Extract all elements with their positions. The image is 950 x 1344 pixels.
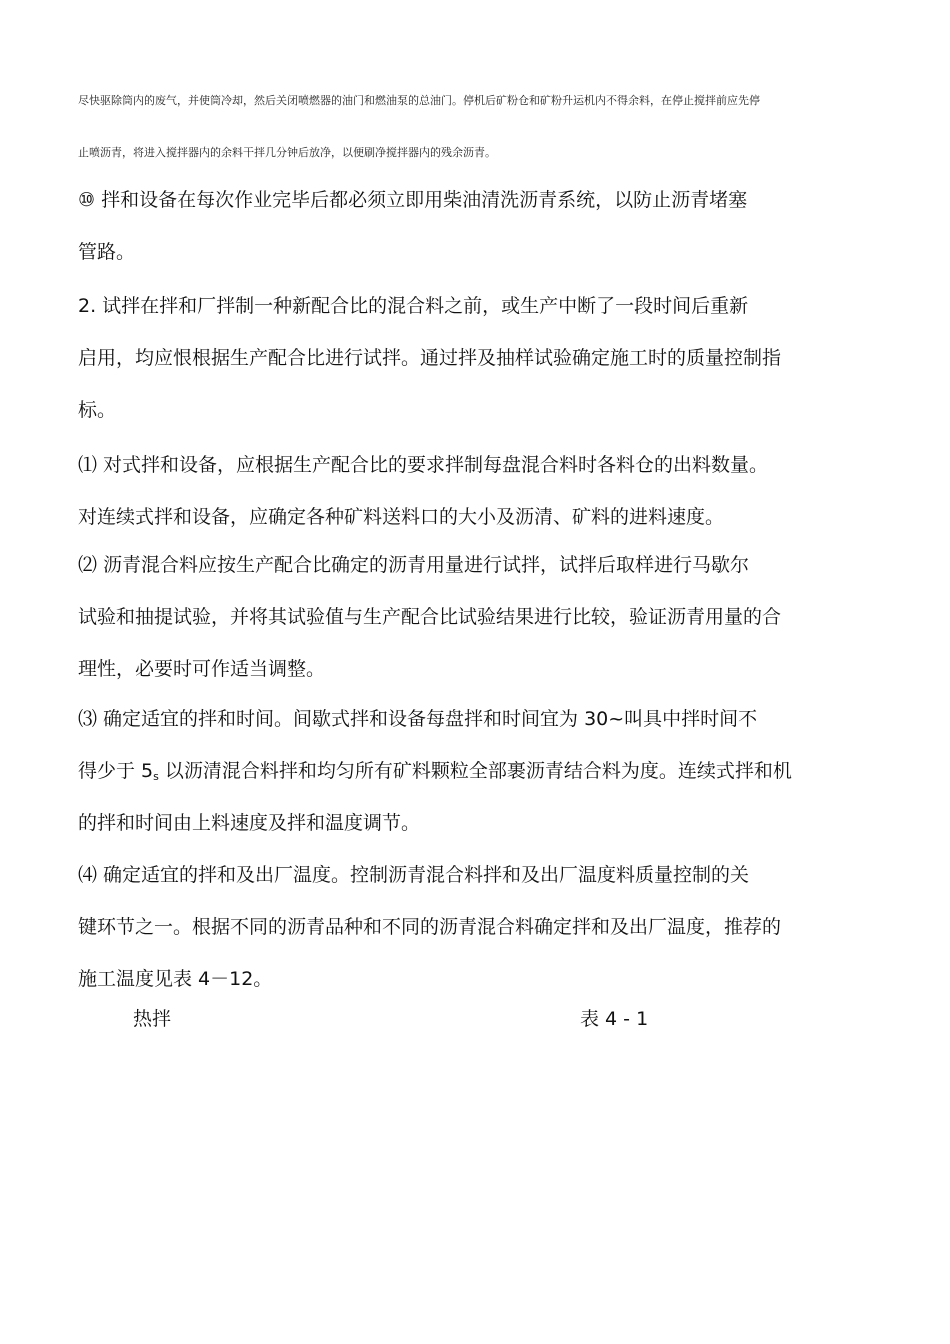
paragraph-line: ⑴ 对式拌和设备，应根据生产配合比的要求拌制每盘混合料时各料仓的出料数量。 (78, 454, 769, 476)
line-text: 得少于 5 (78, 760, 154, 782)
paragraph-line: 2. 试拌在拌和厂拌制一种新配合比的混合料之前，或生产中断了一段时间后重新 (78, 295, 749, 317)
paragraph-line: ⑶ 确定适宜的拌和时间。间歇式拌和设备每盘拌和时间宜为 30~叫具中拌时间不 (78, 708, 758, 730)
paragraph-line: ⑵ 沥青混合料应按生产配合比确定的沥青用量进行试拌，试拌后取样进行马歇尔 (78, 554, 750, 576)
paragraph-line (78, 745, 878, 797)
section-2-paragraph (78, 280, 878, 436)
paragraph-line: 键环节之一。根据不同的沥青品种和不同的沥青混合料确定拌和及出厂温度，推荐的 (78, 916, 782, 938)
paragraph-line: 试验和抽提试验，并将其试验值与生产配合比试验结果进行比较，验证沥青用量的合 (78, 606, 782, 628)
item-3-paragraph (78, 693, 878, 849)
paragraph-line: ⑷ 确定适宜的拌和及出厂温度。控制沥青混合料拌和及出厂温度料质量控制的关 (78, 864, 750, 886)
table-caption-number: 表 4 - 1 (580, 1008, 649, 1030)
item-10-paragraph (78, 174, 878, 278)
intro-line: 尽快驱除筒内的废气，并使筒冷却，然后关闭喷燃器的油门和燃油泵的总油门。停机后矿粉仓和矿粉升运机内不得余料，在停止搅拌前应先停 (78, 94, 760, 107)
item-4-paragraph (78, 849, 878, 1005)
paragraph-line: 管路。 (78, 241, 136, 263)
paragraph-line: 理性，必要时可作适当调整。 (78, 658, 326, 680)
item-1-paragraph (78, 439, 878, 543)
paragraph-line: 启用，均应恨根据生产配合比进行试拌。通过拌及抽样试验确定施工时的质量控制指 (78, 347, 782, 369)
item-2-paragraph (78, 539, 878, 695)
paragraph-line: 的拌和时间由上料速度及拌和温度调节。 (78, 812, 421, 834)
paragraph-line: 施工温度见表 4－12。 (78, 968, 273, 990)
paragraph-line: ⑩ 拌和设备在每次作业完毕后都必须立即用柴油清洗沥青系统，以防止沥青堵塞 (78, 189, 748, 211)
intro-line: 止喷沥青，将进入搅拌器内的余料干拌几分钟后放净，以便刷净搅拌器内的残余沥青。 (78, 146, 496, 159)
paragraph-line: 对连续式拌和设备，应确定各种矿料送料口的大小及沥清、矿料的进料速度。 (78, 506, 725, 528)
line-text: 以沥清混合料拌和均匀所有矿料颗粒全部裹沥青结合料为度。连续式拌和机 (158, 760, 792, 782)
paragraph-line: 标。 (78, 399, 117, 421)
table-caption-title: 热拌 (133, 1008, 172, 1030)
unit-subscript: s (153, 770, 159, 783)
